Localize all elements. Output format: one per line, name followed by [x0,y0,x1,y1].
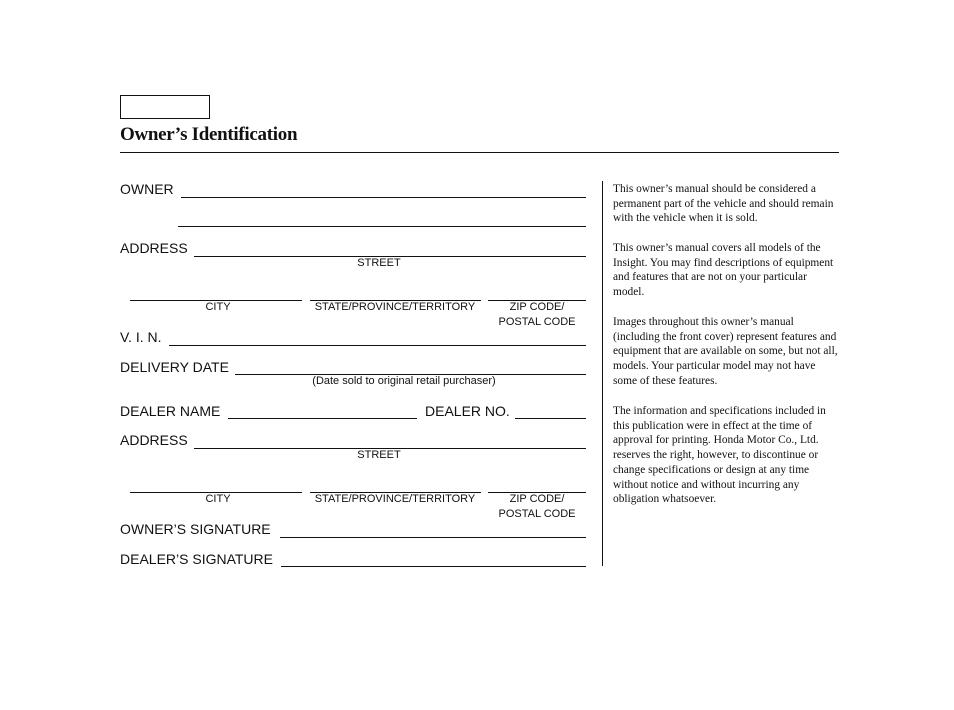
section-tab-box [120,95,210,119]
vin-label: V. I. N. [120,329,162,345]
dealer-address-label: ADDRESS [120,432,188,448]
dealer-no-field[interactable] [515,418,586,419]
dealer-name-field[interactable] [228,418,417,419]
owners-signature-label: OWNER’S SIGNATURE [120,521,271,537]
owner-postal-caption: POSTAL CODE [498,316,576,328]
owner-field[interactable] [181,197,586,198]
owner-zip-caption: ZIP CODE/ [509,301,565,313]
dealer-street-caption: STREET [357,449,401,461]
dealers-signature-field[interactable] [281,566,586,567]
vin-field[interactable] [169,345,586,346]
owner-label: OWNER [120,181,174,197]
owner-city-caption: CITY [205,301,231,313]
page-title: Owner’s Identification [120,124,298,145]
owner-street-caption: STREET [357,257,401,269]
owners-signature-field[interactable] [280,537,586,538]
dealer-name-label: DEALER NAME [120,403,221,419]
info-paragraph: This owner’s manual covers all models of the Insight. You may find descriptions of equipment and features that are not on your particular model. [613,242,834,299]
info-paragraph: The information and specifications included in this publication were in effect at the time of approval for printing. Honda Motor Co., Ltd. reserves the right, however, to discontinue or change specifications or design at any time without notice and without incurring any obligation whatsoever. [613,405,826,506]
title-rule [120,152,839,153]
dealer-postal-caption: POSTAL CODE [498,508,576,520]
info-paragraph: This owner’s manual should be considered a permanent part of the vehicle and should remain with the vehicle when it is sold. [613,183,834,225]
owner-address-label: ADDRESS [120,240,188,256]
dealer-city-caption: CITY [205,493,231,505]
delivery-date-caption: (Date sold to original retail purchaser) [312,375,496,387]
dealer-no-label: DEALER NO. [425,403,510,419]
dealer-state-caption: STATE/PROVINCE/TERRITORY [314,493,476,505]
owner-field-line2[interactable] [178,226,586,227]
dealer-zip-caption: ZIP CODE/ [509,493,565,505]
column-divider [602,181,603,566]
dealers-signature-label: DEALER’S SIGNATURE [120,551,273,567]
info-paragraph: Images throughout this owner’s manual (including the front cover) represent features and equipment that are available on some, but not all, models. Your particular model may not have some of these features. [613,316,838,387]
delivery-date-label: DELIVERY DATE [120,359,229,375]
owner-state-caption: STATE/PROVINCE/TERRITORY [314,301,476,313]
